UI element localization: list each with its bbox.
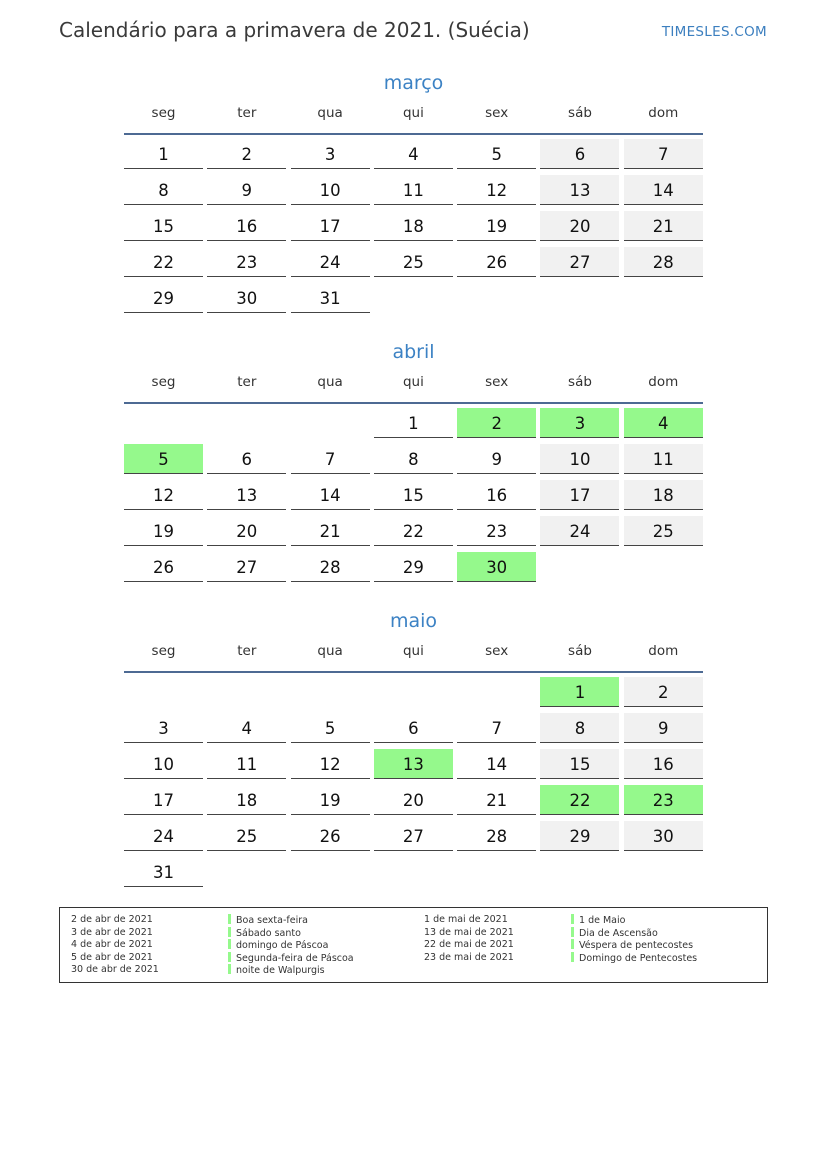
weekday-label: ter — [237, 643, 257, 659]
legend-holiday-name: Boa sexta-feira — [236, 915, 308, 926]
legend-item — [228, 914, 354, 927]
legend-date: 1 de mai de 2021 — [424, 914, 508, 925]
day-cell: 7 — [624, 139, 703, 169]
weekday-label: sex — [485, 374, 509, 390]
weekday-label: dom — [648, 374, 679, 390]
day-cell: 12 — [124, 480, 203, 510]
day-cell: 5 — [124, 444, 203, 474]
header-rule — [124, 402, 703, 404]
day-cell: 21 — [291, 516, 370, 546]
weekday-header — [124, 374, 703, 394]
day-cell: 22 — [374, 516, 453, 546]
month-title: março — [383, 72, 444, 94]
weekday-label: qua — [317, 374, 343, 390]
day-cell: 28 — [457, 821, 536, 851]
day-cell: 28 — [291, 552, 370, 582]
weekday-label: dom — [648, 105, 679, 121]
legend-item — [571, 927, 697, 940]
empty-cell — [291, 408, 370, 438]
weekday-label: seg — [151, 643, 176, 659]
weekday-label: sex — [485, 105, 509, 121]
day-cell: 26 — [124, 552, 203, 582]
weekday-label: dom — [648, 643, 679, 659]
header-rule — [124, 133, 703, 135]
legend-holiday-name: Domingo de Pentecostes — [579, 952, 698, 964]
day-cell: 20 — [540, 211, 619, 241]
legend-names-right — [571, 914, 697, 964]
weekday-label: sáb — [568, 374, 592, 390]
day-cell: 23 — [207, 247, 286, 277]
day-cell: 27 — [207, 552, 286, 582]
day-cell: 29 — [374, 552, 453, 582]
day-cell: 12 — [291, 749, 370, 779]
day-cell: 14 — [457, 749, 536, 779]
day-cell: 30 — [207, 283, 286, 313]
day-cell: 3 — [124, 713, 203, 743]
legend-item — [571, 952, 697, 965]
legend-date: 13 de mai de 2021 — [424, 926, 514, 938]
page-title: Calendário para a primavera de 2021. (Suécia) — [59, 18, 530, 42]
weekday-label: sáb — [568, 105, 592, 121]
month-title: abril — [392, 341, 435, 363]
empty-cell — [124, 677, 203, 707]
day-cell: 11 — [624, 444, 703, 474]
day-grid — [124, 408, 703, 588]
legend-dates-right — [424, 914, 514, 964]
empty-cell — [374, 677, 453, 707]
day-cell: 30 — [457, 552, 536, 582]
legend-names-left — [228, 914, 354, 977]
weekday-label: qua — [317, 105, 343, 121]
holiday-swatch — [571, 914, 574, 924]
weekday-label: ter — [237, 374, 257, 390]
legend-item — [571, 914, 697, 927]
holiday-legend — [59, 907, 768, 983]
day-cell: 29 — [124, 283, 203, 313]
holiday-swatch — [228, 927, 231, 937]
day-cell: 8 — [124, 175, 203, 205]
day-cell: 15 — [540, 749, 619, 779]
weekday-label: qui — [402, 643, 424, 659]
day-cell: 25 — [207, 821, 286, 851]
day-cell: 2 — [624, 677, 703, 707]
day-cell: 20 — [374, 785, 453, 815]
day-cell: 3 — [540, 408, 619, 438]
day-cell: 1 — [540, 677, 619, 707]
weekday-header — [124, 105, 703, 125]
legend-holiday-name: 1 de Maio — [579, 915, 626, 926]
month-block-march — [124, 70, 703, 319]
weekday-label: qua — [317, 643, 343, 659]
day-cell: 21 — [457, 785, 536, 815]
day-cell: 4 — [207, 713, 286, 743]
day-cell: 8 — [374, 444, 453, 474]
holiday-swatch — [571, 927, 574, 937]
month-block-april — [124, 339, 703, 588]
day-cell: 12 — [457, 175, 536, 205]
legend-item — [228, 964, 354, 977]
day-cell: 22 — [540, 785, 619, 815]
holiday-swatch — [228, 939, 231, 949]
day-cell: 25 — [624, 516, 703, 546]
day-cell: 10 — [124, 749, 203, 779]
day-cell: 11 — [374, 175, 453, 205]
legend-date: 3 de abr de 2021 — [71, 926, 153, 938]
legend-holiday-name: Sábado santo — [236, 927, 301, 939]
holiday-swatch — [571, 939, 574, 949]
weekday-label: qui — [402, 374, 424, 390]
weekday-label: qui — [402, 105, 424, 121]
day-cell: 10 — [291, 175, 370, 205]
holiday-swatch — [228, 964, 231, 974]
legend-date: 5 de abr de 2021 — [71, 951, 153, 963]
day-cell: 23 — [624, 785, 703, 815]
day-cell: 19 — [291, 785, 370, 815]
day-cell: 8 — [540, 713, 619, 743]
legend-holiday-name: domingo de Páscoa — [236, 940, 329, 952]
day-cell: 27 — [374, 821, 453, 851]
day-cell: 20 — [207, 516, 286, 546]
legend-item — [228, 952, 354, 965]
empty-cell — [457, 677, 536, 707]
day-cell: 16 — [207, 211, 286, 241]
day-cell: 18 — [207, 785, 286, 815]
legend-date: 30 de abr de 2021 — [71, 964, 159, 976]
month-title: maio — [389, 610, 438, 632]
weekday-label: seg — [151, 374, 176, 390]
day-cell: 9 — [624, 713, 703, 743]
weekday-label: seg — [151, 105, 176, 121]
day-cell: 23 — [457, 516, 536, 546]
day-cell: 6 — [374, 713, 453, 743]
legend-holiday-name: Segunda-feira de Páscoa — [236, 952, 354, 964]
day-cell: 22 — [124, 247, 203, 277]
weekday-label: sáb — [568, 643, 592, 659]
weekday-label: sex — [485, 643, 509, 659]
day-grid — [124, 677, 703, 893]
day-cell: 2 — [457, 408, 536, 438]
day-cell: 13 — [207, 480, 286, 510]
day-cell: 4 — [624, 408, 703, 438]
legend-date: 22 de mai de 2021 — [424, 939, 514, 951]
day-cell: 16 — [457, 480, 536, 510]
day-cell: 15 — [374, 480, 453, 510]
legend-item — [228, 927, 354, 940]
weekday-header — [124, 643, 703, 663]
day-cell: 3 — [291, 139, 370, 169]
day-cell: 13 — [374, 749, 453, 779]
day-cell: 19 — [457, 211, 536, 241]
holiday-swatch — [228, 952, 231, 962]
legend-holiday-name: noite de Walpurgis — [236, 965, 325, 977]
day-cell: 5 — [457, 139, 536, 169]
day-cell: 18 — [624, 480, 703, 510]
day-cell: 7 — [291, 444, 370, 474]
day-cell: 17 — [540, 480, 619, 510]
day-cell: 24 — [540, 516, 619, 546]
day-cell: 6 — [540, 139, 619, 169]
day-cell: 9 — [207, 175, 286, 205]
day-cell: 31 — [291, 283, 370, 313]
day-cell: 14 — [291, 480, 370, 510]
day-cell: 9 — [457, 444, 536, 474]
day-cell: 26 — [457, 247, 536, 277]
legend-dates-left — [71, 914, 159, 977]
day-cell: 4 — [374, 139, 453, 169]
legend-item — [571, 939, 697, 952]
holiday-swatch — [228, 914, 231, 924]
empty-cell — [124, 408, 203, 438]
day-cell: 14 — [624, 175, 703, 205]
day-cell: 25 — [374, 247, 453, 277]
day-cell: 17 — [291, 211, 370, 241]
day-cell: 24 — [124, 821, 203, 851]
header-rule — [124, 671, 703, 673]
day-cell: 27 — [540, 247, 619, 277]
month-block-may — [124, 608, 703, 893]
day-grid — [124, 139, 703, 319]
day-cell: 30 — [624, 821, 703, 851]
day-cell: 18 — [374, 211, 453, 241]
day-cell: 15 — [124, 211, 203, 241]
day-cell: 24 — [291, 247, 370, 277]
site-link[interactable]: TIMESLES.COM — [661, 24, 767, 40]
day-cell: 5 — [291, 713, 370, 743]
empty-cell — [207, 677, 286, 707]
day-cell: 7 — [457, 713, 536, 743]
legend-date: 2 de abr de 2021 — [71, 914, 153, 925]
day-cell: 26 — [291, 821, 370, 851]
empty-cell — [207, 408, 286, 438]
day-cell: 2 — [207, 139, 286, 169]
day-cell: 17 — [124, 785, 203, 815]
day-cell: 16 — [624, 749, 703, 779]
day-cell: 29 — [540, 821, 619, 851]
legend-item — [228, 939, 354, 952]
day-cell: 10 — [540, 444, 619, 474]
legend-holiday-name: Dia de Ascensão — [579, 927, 658, 939]
day-cell: 1 — [374, 408, 453, 438]
legend-date: 4 de abr de 2021 — [71, 939, 153, 951]
holiday-swatch — [571, 952, 574, 962]
legend-holiday-name: Véspera de pentecostes — [579, 940, 694, 952]
day-cell: 21 — [624, 211, 703, 241]
legend-date: 23 de mai de 2021 — [424, 951, 514, 963]
weekday-label: ter — [237, 105, 257, 121]
day-cell: 13 — [540, 175, 619, 205]
empty-cell — [291, 677, 370, 707]
day-cell: 1 — [124, 139, 203, 169]
day-cell: 31 — [124, 857, 203, 887]
day-cell: 19 — [124, 516, 203, 546]
day-cell: 11 — [207, 749, 286, 779]
day-cell: 6 — [207, 444, 286, 474]
day-cell: 28 — [624, 247, 703, 277]
